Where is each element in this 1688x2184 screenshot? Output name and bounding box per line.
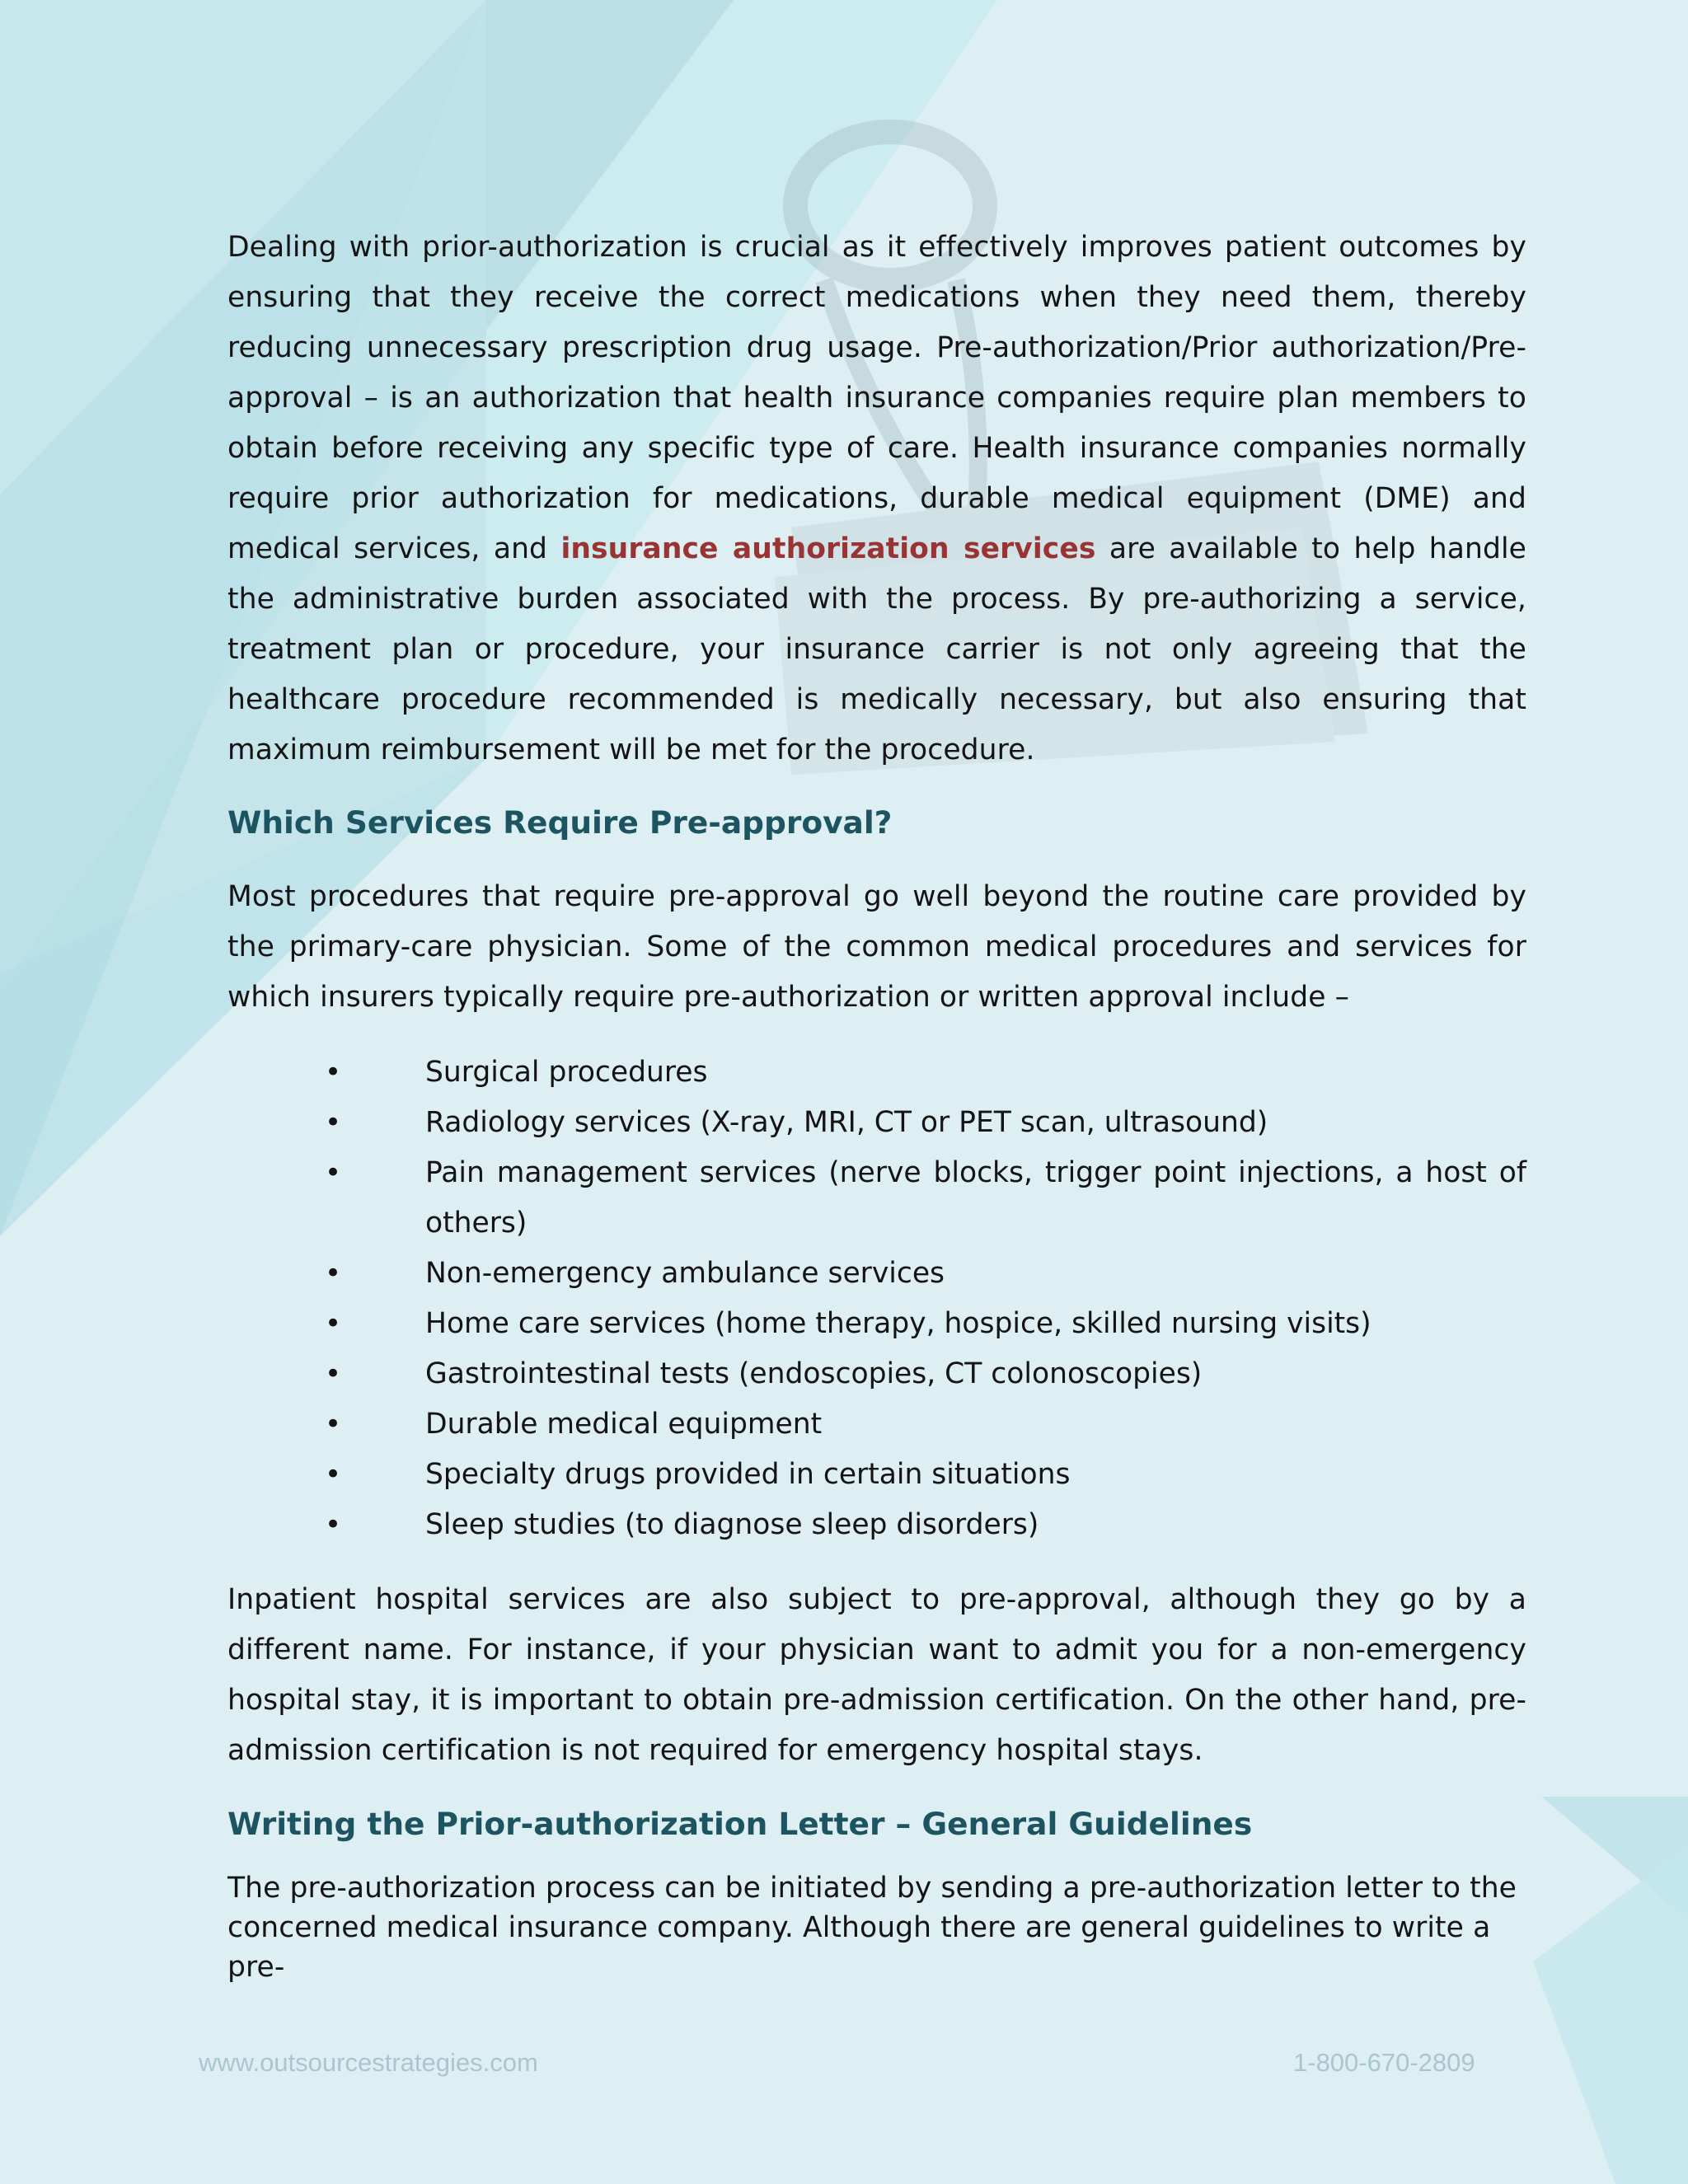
list-item-text: Gastrointestinal tests (endoscopies, CT colonoscopies) <box>425 1357 1203 1390</box>
list-item <box>227 1047 1526 1098</box>
list-item-text: Pain management services (nerve blocks, trigger point injections, a host of others) <box>425 1156 1526 1240</box>
list-item-text: Surgical procedures <box>425 1056 708 1089</box>
section-heading-services: Which Services Require Pre-approval? <box>227 804 893 841</box>
bullet-icon: • <box>325 1508 342 1541</box>
bullet-icon: • <box>325 1307 342 1340</box>
intro-paragraph <box>227 223 1526 776</box>
list-item <box>227 1299 1526 1349</box>
list-item-text: Durable medical equipment <box>425 1408 823 1441</box>
bullet-icon: • <box>325 1458 342 1491</box>
list-item-text: Specialty drugs provided in certain situations <box>425 1458 1071 1491</box>
insurance-authorization-services-link[interactable]: insurance authorization services <box>560 532 1096 565</box>
footer-phone: 1-800-670-2809 <box>1293 2048 1475 2077</box>
list-item <box>227 1500 1526 1550</box>
section-heading-letter-guidelines: Writing the Prior-authorization Letter – General Guidelines <box>227 1806 1253 1842</box>
inpatient-paragraph: Inpatient hospital services are also subject to pre-approval, although they go by a different name. For instance, if your physician want to admit you for a non-emergency hospital stay, it is important to obtain pre-admission certification. On the other hand, pre-admission certification is not required for emergency hospital stays. <box>227 1583 1526 1767</box>
intro-text-after: are available to help handle the administrative burden associated with the process. By pre-authorizing a service, treatment plan or procedure, your insurance carrier is not only agreeing that the healthcare procedure recommended is medically necessary, but also ensuring that maximum reimbursement will be met for the procedure. <box>227 532 1526 766</box>
bullet-icon: • <box>325 1156 342 1189</box>
document-body <box>227 223 1526 1987</box>
services-bullet-list <box>227 1047 1526 1550</box>
bullet-icon: • <box>325 1257 342 1290</box>
bullet-icon: • <box>325 1408 342 1441</box>
services-intro-paragraph: Most procedures that require pre-approval go well beyond the routine care provided by the primary-care physician. Some of the common medical procedures and services for which insurers typically require pre-authorization or written approval include – <box>227 880 1526 1014</box>
bullet-icon: • <box>325 1106 342 1139</box>
list-item <box>227 1399 1526 1450</box>
bullet-icon: • <box>325 1056 342 1089</box>
list-item-text: Home care services (home therapy, hospice, skilled nursing visits) <box>425 1307 1372 1340</box>
list-item <box>227 1249 1526 1299</box>
list-item <box>227 1098 1526 1148</box>
bullet-icon: • <box>325 1357 342 1390</box>
list-item <box>227 1349 1526 1399</box>
list-item <box>227 1450 1526 1500</box>
list-item-text: Non-emergency ambulance services <box>425 1257 945 1290</box>
intro-text-before: Dealing with prior-authorization is crucial as it effectively improves patient outcomes by ensuring that they receive the correct medications when they need them, thereby reducing unnecessary prescription drug usage. Pre-authorization/Prior authorization/Pre-approval – is an authorization that health insurance companies require plan members to obtain before receiving any specific type of care. Health insurance companies normally require prior authorization for medications, durable medical equipment (DME) and medical services, and <box>227 231 1526 565</box>
list-item-text: Sleep studies (to diagnose sleep disorders) <box>425 1508 1039 1541</box>
list-item <box>227 1148 1526 1249</box>
footer-website: www.outsourcestrategies.com <box>199 2048 538 2077</box>
list-item-text: Radiology services (X-ray, MRI, CT or PET scan, ultrasound) <box>425 1106 1268 1139</box>
letter-paragraph: The pre-authorization process can be initiated by sending a pre-authorization letter to the concerned medical insurance company. Although there are general guidelines to write a pre- <box>227 1872 1517 1984</box>
